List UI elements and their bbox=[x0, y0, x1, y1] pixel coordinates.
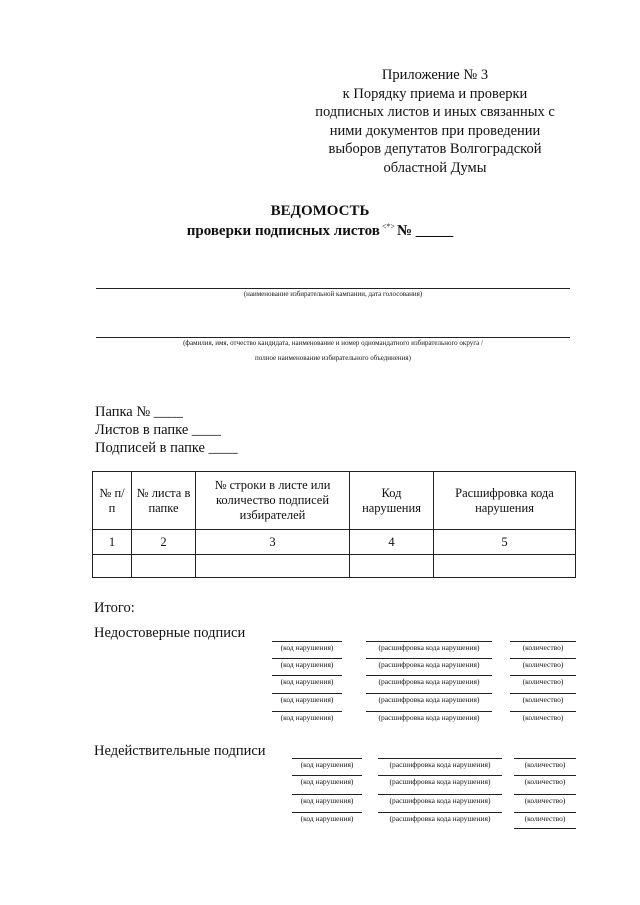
table-number-row bbox=[93, 530, 576, 555]
table-cell bbox=[350, 555, 434, 578]
appendix-line: Приложение № 3 bbox=[381, 67, 489, 83]
violation-decode-caption: (расшифровка кода нарушения) bbox=[366, 711, 492, 722]
count-caption: (количество) bbox=[510, 693, 576, 704]
appendix-line: областной Думы bbox=[383, 159, 487, 176]
invalid-signatures-label: Недействительные подписи bbox=[94, 743, 266, 759]
count-caption: (количество) bbox=[510, 641, 576, 652]
table-header-row bbox=[93, 472, 576, 530]
column-number: 5 bbox=[434, 530, 576, 555]
table-cell bbox=[434, 555, 576, 578]
unreliable-signatures-label: Недостоверные подписи bbox=[94, 625, 246, 641]
footnote-mark: <*> bbox=[381, 222, 395, 231]
count-caption: (количество) bbox=[514, 812, 576, 823]
table-cell bbox=[93, 555, 132, 578]
count-caption: (количество) bbox=[510, 711, 576, 722]
violation-code-caption: (код нарушения) bbox=[272, 641, 342, 652]
appendix-header bbox=[300, 66, 570, 177]
verification-table bbox=[92, 471, 576, 578]
totals-title: Итого: bbox=[94, 600, 135, 616]
count-caption: (количество) bbox=[514, 758, 576, 769]
violation-code-caption: (код нарушения) bbox=[272, 693, 342, 704]
column-number: 1 bbox=[93, 530, 132, 555]
header-cell: № строки в листе или количество подписей избирателей bbox=[196, 472, 350, 530]
appendix-line: ними документов при проведении bbox=[329, 122, 541, 139]
count-caption: (количество) bbox=[514, 775, 576, 786]
signatures-in-folder: Подписей в папке ____ bbox=[95, 440, 238, 456]
violation-decode-caption: (расшифровка кода нарушения) bbox=[366, 658, 492, 669]
violation-code-caption: (код нарушения) bbox=[272, 658, 342, 669]
violation-code-caption: (код нарушения) bbox=[272, 675, 342, 686]
table-empty-row bbox=[93, 555, 576, 578]
appendix-line: к Порядку приема и проверки bbox=[342, 85, 528, 102]
count-caption: (количество) bbox=[514, 794, 576, 805]
violation-decode-caption: (расшифровка кода нарушения) bbox=[366, 675, 492, 686]
campaign-blank-line bbox=[96, 288, 570, 289]
violation-decode-caption: (расшифровка кода нарушения) bbox=[378, 775, 502, 786]
candidate-caption-1: (фамилия, имя, отчество кандидата, наименование и номер одномандатного избирательного округа / bbox=[183, 339, 483, 347]
violation-code-caption: (код нарушения) bbox=[292, 812, 362, 823]
document-subtitle bbox=[0, 222, 640, 240]
header-cell: № листа в папке bbox=[132, 472, 196, 530]
document-title: ВЕДОМОСТЬ bbox=[270, 203, 370, 219]
violation-decode-caption: (расшифровка кода нарушения) bbox=[366, 641, 492, 652]
folder-number: Папка № ____ bbox=[95, 404, 183, 420]
violation-code-caption: (код нарушения) bbox=[292, 794, 362, 805]
violation-code-caption: (код нарушения) bbox=[272, 711, 342, 722]
count-caption: (количество) bbox=[510, 658, 576, 669]
trailing-blank-line bbox=[514, 828, 576, 829]
subtitle-number: № _____ bbox=[396, 223, 454, 239]
table-cell bbox=[132, 555, 196, 578]
candidate-blank-line bbox=[96, 337, 570, 338]
candidate-caption-2: полное наименование избирательного объединения) bbox=[255, 354, 411, 362]
column-number: 3 bbox=[196, 530, 350, 555]
appendix-line: подписных листов и иных связанных с bbox=[315, 104, 555, 120]
header-cell: № п/п bbox=[93, 472, 132, 530]
count-caption: (количество) bbox=[510, 675, 576, 686]
appendix-line: выборов депутатов Волгоградской bbox=[328, 141, 542, 157]
violation-decode-caption: (расшифровка кода нарушения) bbox=[378, 758, 502, 769]
table-cell bbox=[196, 555, 350, 578]
campaign-caption: (наименование избирательной кампании, дата голосования) bbox=[243, 290, 423, 298]
violation-decode-caption: (расшифровка кода нарушения) bbox=[366, 693, 492, 704]
sheets-in-folder: Листов в папке ____ bbox=[95, 422, 221, 438]
column-number: 4 bbox=[350, 530, 434, 555]
violation-code-caption: (код нарушения) bbox=[292, 758, 362, 769]
header-cell: Расшифровка кода нарушения bbox=[434, 472, 576, 530]
header-cell: Код нарушения bbox=[350, 472, 434, 530]
violation-decode-caption: (расшифровка кода нарушения) bbox=[378, 794, 502, 805]
subtitle-text: проверки подписных листов bbox=[186, 223, 380, 239]
column-number: 2 bbox=[132, 530, 196, 555]
violation-decode-caption: (расшифровка кода нарушения) bbox=[378, 812, 502, 823]
violation-code-caption: (код нарушения) bbox=[292, 775, 362, 786]
